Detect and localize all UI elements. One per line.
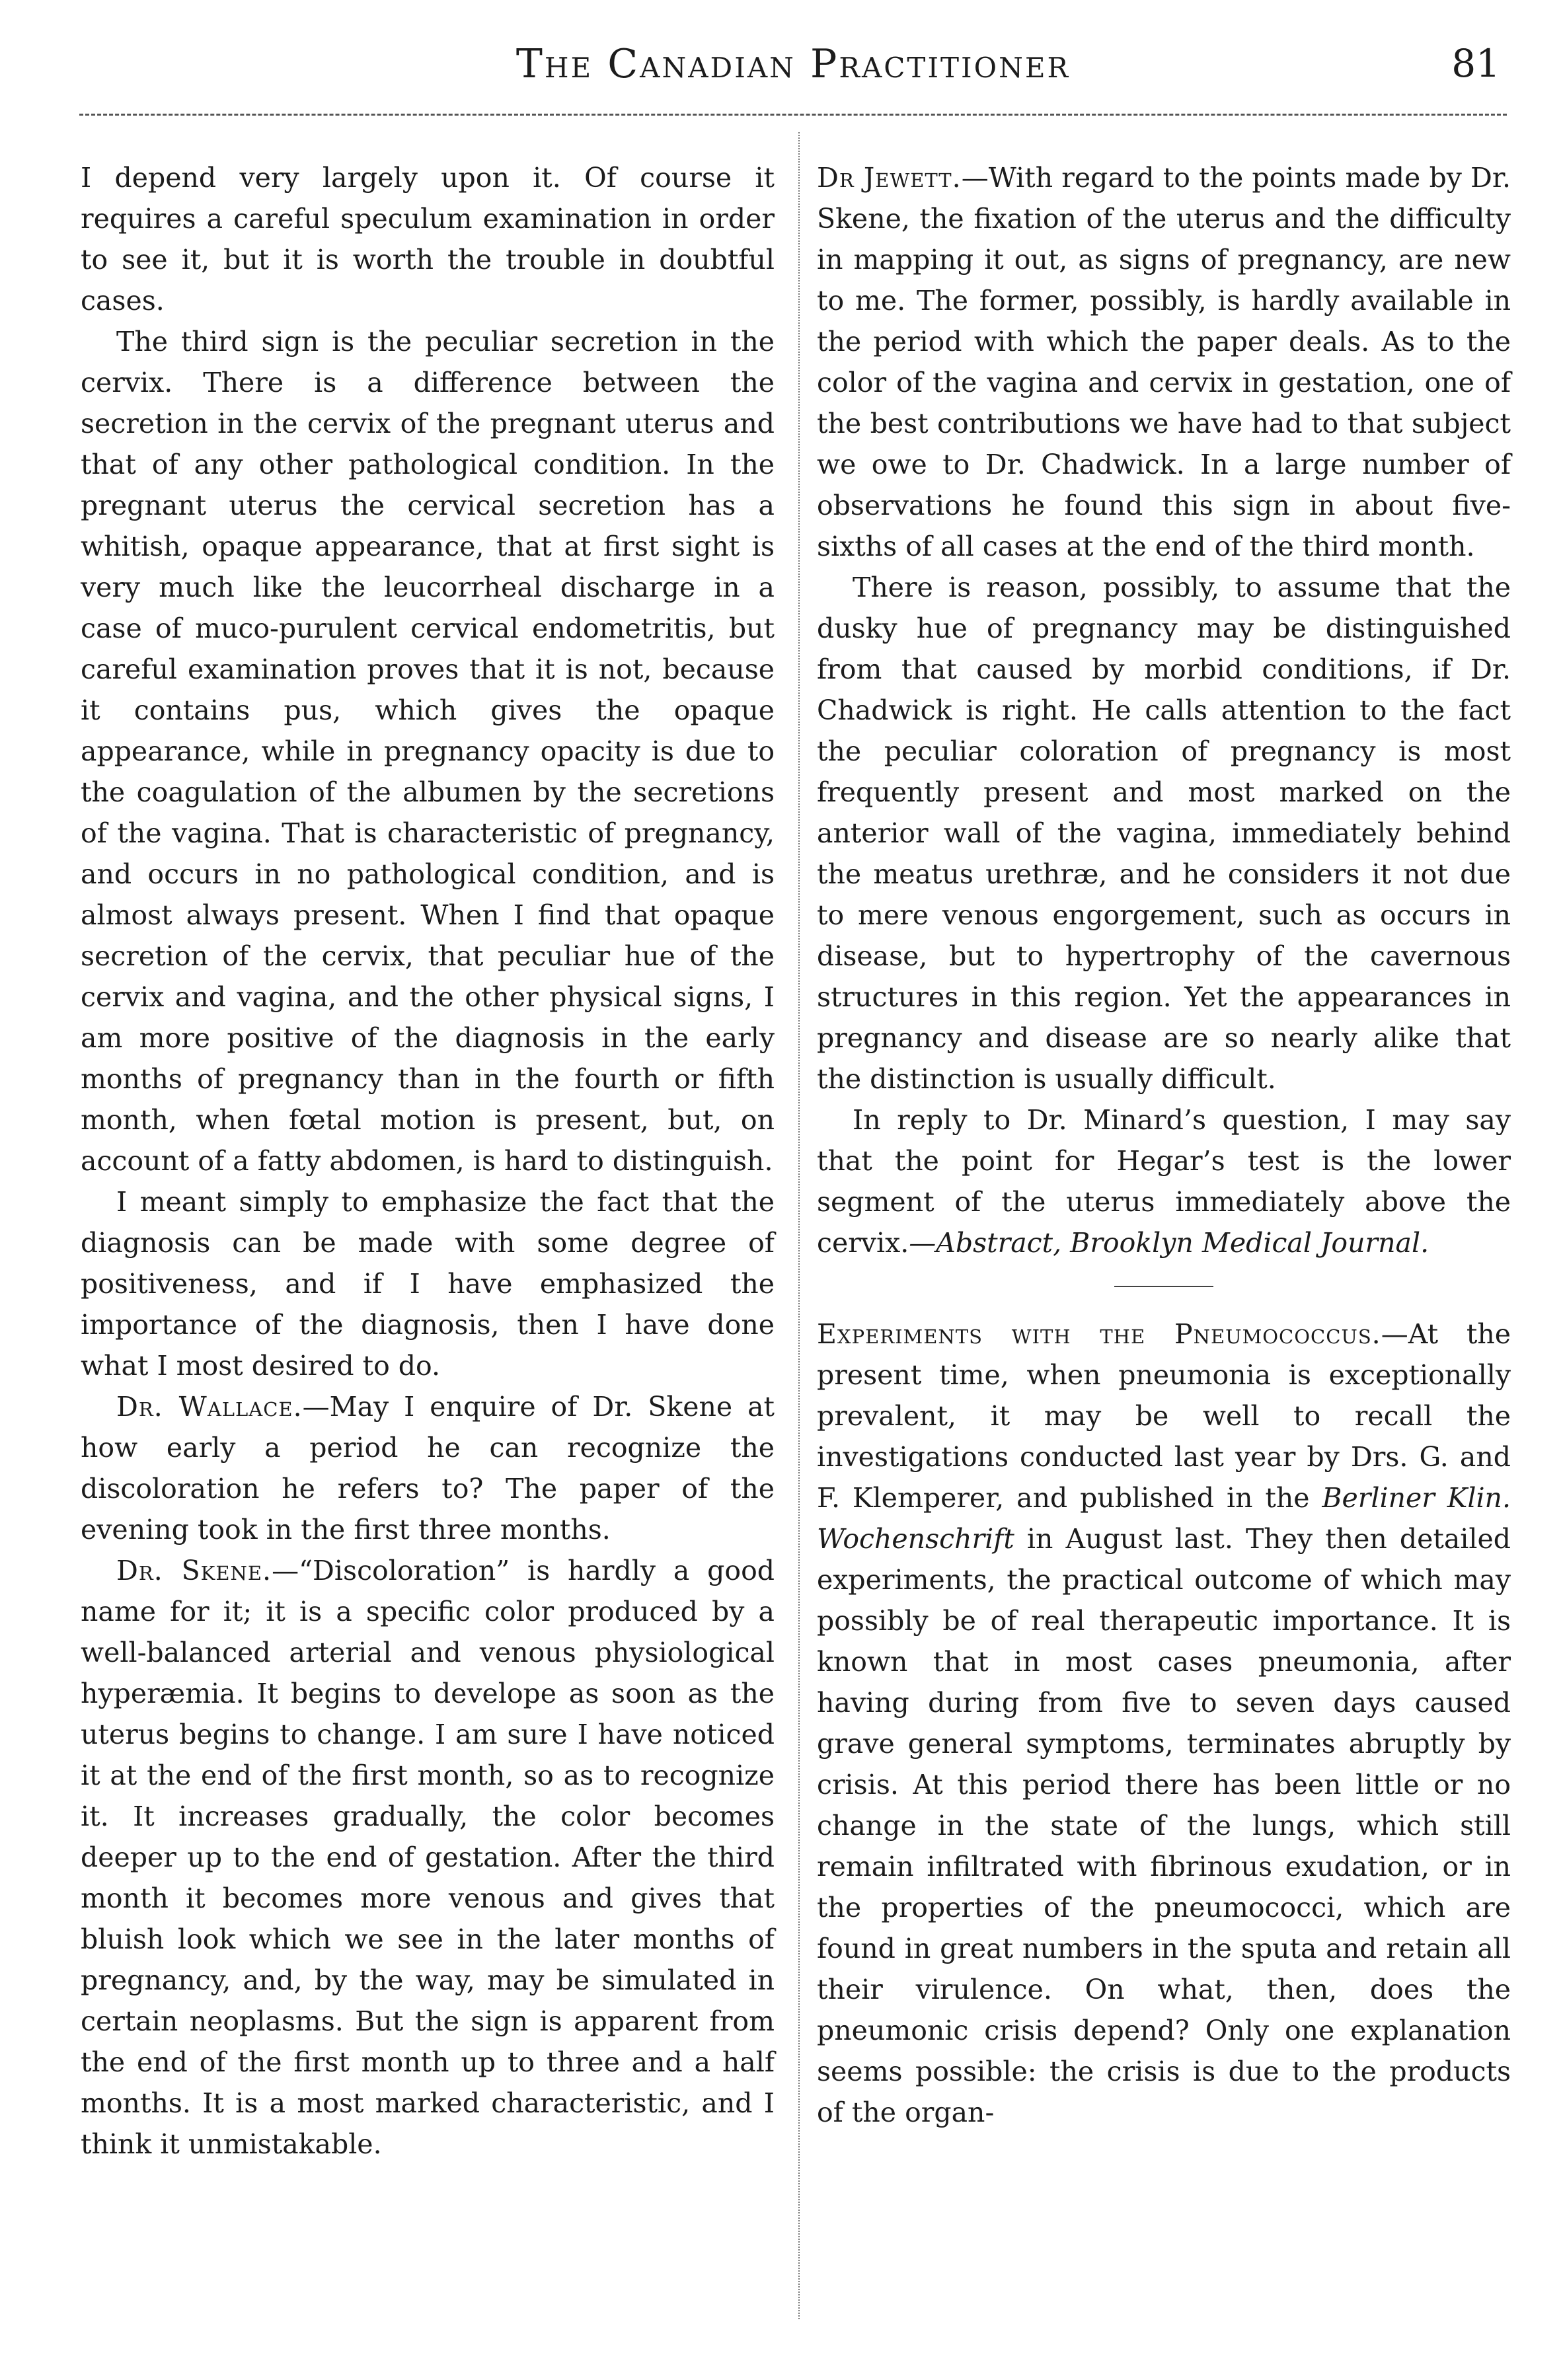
speaker-name: Dr. Wallace. — [116, 1391, 303, 1423]
paragraph: The third sign is the peculiar secretion in the cervix. There is a difference between the secretion in the cervix of the pregnant uterus and that of any other pathological condition. In the pregnant uterus the cervical secretion has a whitish, opaque appearance, that at first sight is very much like the leucorrheal discharge in a case of muco-purulent cervical endometritis, but careful examination proves that it is not, because it contains pus, which gives the opaque appearance, while in pregnancy opacity is due to the coagulation of the albumen by the secretions of the vagina. That is characteristic of pregnancy, and occurs in no pathological condition, and is almost always present. When I find that opaque secretion of the cervix, that peculiar hue of the cervix and vagina, and the other physical signs, I am more positive of the diagnosis in the early months of pregnancy than in the fourth or fifth month, when fœtal motion is present, but, on account of a fatty abdomen, is hard to distinguish. — [81, 326, 775, 1177]
section-title: Experiments with the Pneumococcus. — [817, 1318, 1381, 1350]
paragraph: There is reason, possibly, to assume that the dusky hue of pregnancy may be distinguished from that caused by morbid conditions, if Dr. Chadwick is right. He calls attention to the fact the peculiar coloration of pregnancy is most frequently present and most marked on the anterior wall of the vagina, immediately behind the meatus urethræ, and he considers it not due to mere venous engorgement, such as occurs in disease, but to hypertrophy of the cavernous structures in this region. Yet the appearances in pregnancy and disease are so nearly alike that the distinction is usually difficult. — [817, 572, 1511, 1095]
paragraph: I depend very largely upon it. Of course it requires a careful speculum examination in order to see it, but it is worth the trouble in doubtful cases. — [81, 162, 775, 316]
paragraph-text: In reply to Dr. Minard’s question, I may say that the point for Hegar’s test is the lower segment of the uterus immediately above the cervix. — [817, 1104, 1511, 1259]
paragraph-text: in August last. They then detailed experiments, the practical outcome of which may possibly be of real therapeutic importance. It is known that in most cases pneumonia, after having during from five to seven days caused grave general symptoms, terminates abruptly by crisis. At this period there has been little or no change in the state of the lungs, which still remain infiltrated with fibrinous exudation, or in the properties of the pneumococci, which are found in great numbers in the sputa and retain all their virulence. On what, then, does the pneumonic crisis depend? Only one explanation seems possible: the crisis is due to the products of the organ- — [817, 1523, 1511, 2128]
running-title: The Canadian Practitioner — [515, 41, 1071, 87]
paragraph-text: —May I enquire of Dr. Skene at how early a period he can recognize the discoloration he refers to? The paper of the evening took in the first three months. — [81, 1391, 775, 1545]
header-rule — [79, 114, 1507, 116]
speaker-name: Dr Jewett. — [817, 162, 962, 194]
paragraph — [817, 1099, 1511, 1263]
paragraph — [81, 1386, 775, 1550]
left-column — [81, 157, 775, 2165]
paragraph — [81, 1550, 775, 2165]
paragraph — [817, 157, 1511, 567]
journal-name: Berliner Klin. Wochenschrift — [817, 1482, 1511, 1555]
page-number: 81 — [1451, 41, 1500, 86]
paragraph-text: —With regard to the points made by Dr. Skene, the fixation of the uterus and the difficulty in mapping it out, as signs of pregnancy, are new to me. The former, possibly, is hardly available in the period with which the paper deals. As to the color of the vagina and cervix in gestation, one of the best contributions we have had to that subject we owe to Dr. Chadwick. In a large number of observations he found this sign in about five-sixths of all cases at the end of the third month. — [817, 162, 1511, 562]
paragraph: I meant simply to emphasize the fact that the diagnosis can be made with some degree of positiveness, and if I have emphasized the importance of the diagnosis, then I have done what I most desired to do. — [81, 1186, 775, 1382]
right-column — [817, 157, 1511, 2133]
speaker-name: Dr. Skene. — [116, 1555, 272, 1586]
paragraph-text: —“Discoloration” is hardly a good name for it; it is a specific color produced by a well-balanced arterial and venous physiological hyperæmia. It begins to develope as soon as the uterus begins to change. I am sure I have noticed it at the end of the first month, so as to recognize it. It increases gradually, the color becomes deeper up to the end of gestation. After the third month it becomes more venous and gives that bluish look which we see in the later months of pregnancy, and, by the way, may be simulated in certain neoplasms. But the sign is apparent from the end of the first month up to three and a half months. It is a most marked characteristic, and I think it unmistakable. — [81, 1555, 775, 2160]
section-divider — [1114, 1286, 1213, 1287]
source-citation: —Abstract, Brooklyn Medical Journal. — [909, 1227, 1430, 1259]
paragraph — [817, 1314, 1511, 2133]
column-divider — [798, 132, 800, 2319]
page-header — [79, 28, 1507, 100]
paragraph-text: —At the present time, when pneumonia is exceptionally prevalent, it may be well to recall the investigations conducted last year by Drs. G. and F. Klemperer, and published in the — [817, 1318, 1511, 1514]
